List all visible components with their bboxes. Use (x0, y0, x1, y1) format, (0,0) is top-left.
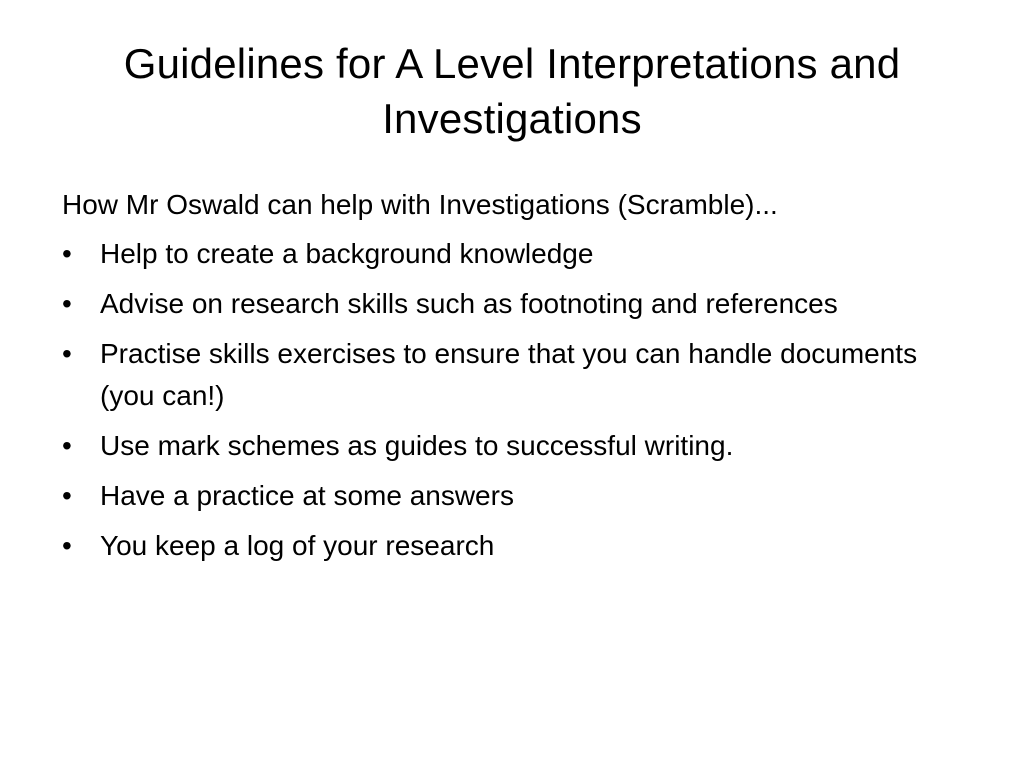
bullet-icon: • (62, 288, 72, 319)
bullet-text: Help to create a background knowledge (100, 238, 594, 269)
bullet-text: Use mark schemes as guides to successful writing. (100, 430, 734, 461)
bullet-item (62, 425, 972, 467)
bullet-icon: • (62, 338, 72, 369)
bullet-item (62, 475, 972, 517)
bullet-text: Have a practice at some answers (100, 480, 514, 511)
slide-title: Guidelines for A Level Interpretations and Investigations (123, 40, 901, 142)
bullet-item (62, 233, 972, 275)
bullet-text: You keep a log of your research (100, 530, 495, 561)
bullet-list (62, 233, 972, 567)
bullet-text: Practise skills exercises to ensure that you can handle documents (you can!) (100, 338, 918, 411)
bullet-text: Advise on research skills such as footnoting and references (100, 288, 838, 319)
bullet-icon: • (62, 430, 72, 461)
bullet-icon: • (62, 238, 72, 269)
intro-text: How Mr Oswald can help with Investigations (Scramble)... (62, 189, 778, 220)
bullet-icon: • (62, 480, 72, 511)
bullet-item (62, 283, 972, 325)
bullet-item (62, 333, 972, 417)
bullet-item (62, 525, 972, 567)
bullet-icon: • (62, 530, 72, 561)
slide-body (62, 186, 972, 575)
